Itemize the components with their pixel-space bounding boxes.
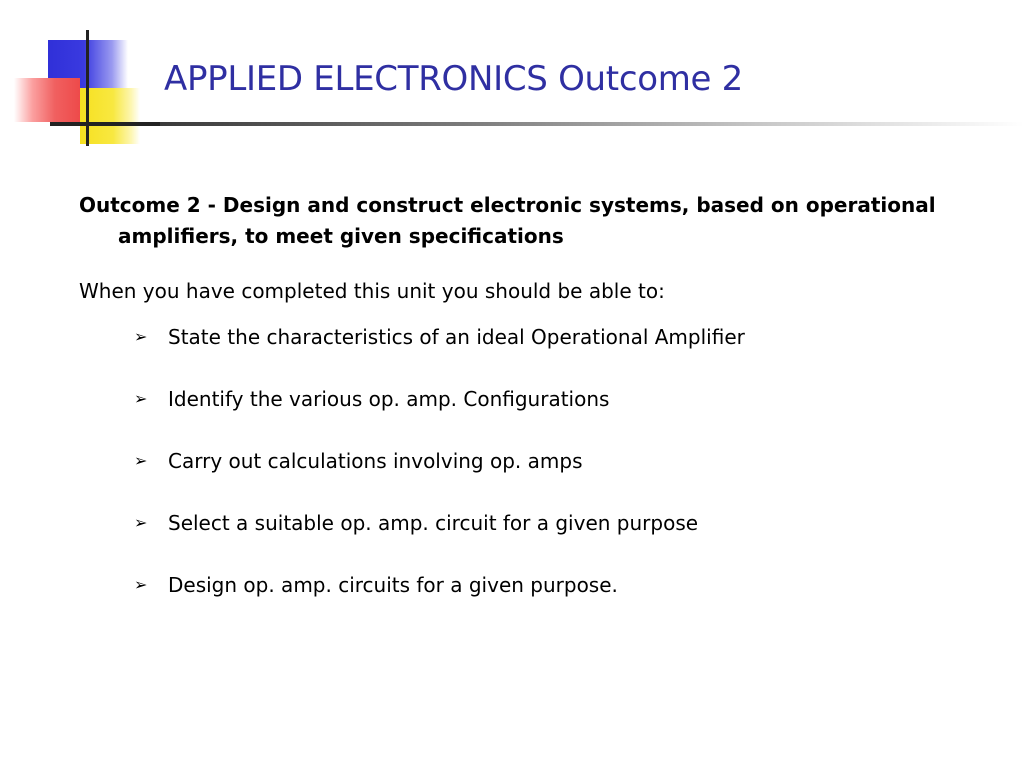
logo-horizontal-line <box>50 122 160 126</box>
arrow-bullet-icon: ➢ <box>134 327 148 346</box>
slide-body <box>79 190 959 632</box>
title-underline-rule <box>160 122 1024 126</box>
decorative-logo-squares <box>0 0 160 160</box>
list-item <box>79 446 959 476</box>
list-item-text: Select a suitable op. amp. circuit for a given purpose <box>168 511 699 535</box>
list-item <box>79 570 959 600</box>
slide-title: APPLIED ELECTRONICS Outcome 2 <box>164 59 744 99</box>
logo-yellow-square <box>80 88 140 144</box>
list-item <box>79 384 959 414</box>
intro-text: When you have completed this unit you should be able to: <box>79 279 665 303</box>
list-item-text: State the characteristics of an ideal Operational Amplifier <box>168 325 745 349</box>
list-item-text: Identify the various op. amp. Configurations <box>168 387 610 411</box>
arrow-bullet-icon: ➢ <box>134 513 148 532</box>
logo-red-square <box>14 78 80 122</box>
list-item <box>79 508 959 538</box>
list-item-text: Design op. amp. circuits for a given purpose. <box>168 573 618 597</box>
logo-vertical-line <box>86 30 89 146</box>
arrow-bullet-icon: ➢ <box>134 389 148 408</box>
list-item-text: Carry out calculations involving op. amps <box>168 449 583 473</box>
outcome-heading: Outcome 2 - Design and construct electronic systems, based on operational amplifiers, to meet given specifications <box>79 193 936 248</box>
list-item <box>79 322 959 352</box>
arrow-bullet-icon: ➢ <box>134 575 148 594</box>
arrow-bullet-icon: ➢ <box>134 451 148 470</box>
objectives-list <box>79 322 959 600</box>
